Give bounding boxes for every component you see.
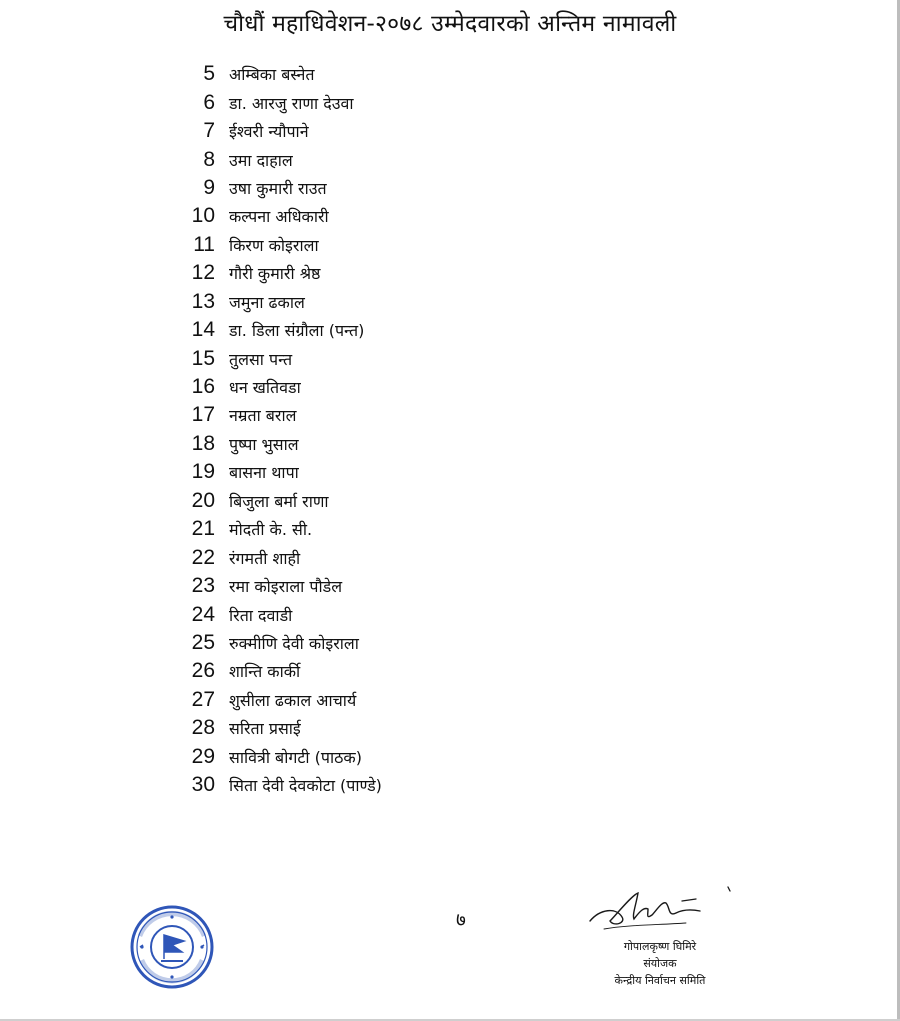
candidate-row (175, 686, 675, 714)
page-number: ७ (456, 909, 466, 931)
seal-icon (130, 905, 214, 989)
candidate-number: 5 (203, 62, 215, 86)
candidate-number: 18 (191, 431, 215, 455)
candidate-number: 8 (203, 147, 215, 171)
candidate-name: कल्पना अधिकारी (229, 207, 329, 227)
candidate-name: बासना थापा (229, 463, 299, 483)
signatory-block (580, 938, 740, 989)
candidate-name: गौरी कुमारी श्रेष्ठ (229, 264, 321, 284)
candidate-name: शान्ति कार्की (229, 662, 301, 682)
candidate-name: तुलसा पन्त (229, 349, 293, 369)
candidate-number: 22 (191, 545, 215, 569)
candidate-number: 27 (191, 687, 215, 711)
candidate-row (175, 657, 675, 685)
candidate-number: 19 (191, 460, 215, 484)
candidate-name: जमुना ढकाल (229, 292, 305, 312)
candidate-row (175, 202, 675, 230)
candidate-row (175, 88, 675, 116)
candidate-row (175, 344, 675, 372)
candidate-name: पुष्पा भुसाल (229, 434, 299, 454)
candidate-name: सावित्री बोगटी (पाठक) (229, 747, 362, 767)
candidate-row (175, 117, 675, 145)
candidate-name: डा. आरजु राणा देउवा (229, 93, 354, 113)
candidate-number: 15 (191, 346, 215, 370)
candidate-name: रुक्मीणि देवी कोइराला (229, 633, 359, 653)
candidate-row (175, 771, 675, 799)
candidate-number: 26 (191, 659, 215, 683)
candidate-number: 11 (193, 232, 215, 256)
signatory-committee: केन्द्रीय निर्वाचन समिति (614, 974, 706, 987)
candidate-row (175, 288, 675, 316)
candidate-name: रमा कोइराला पौडेल (229, 577, 343, 597)
candidate-row (175, 743, 675, 771)
candidate-number: 30 (191, 773, 215, 797)
candidate-row (175, 629, 675, 657)
candidate-number: 9 (203, 175, 215, 199)
candidate-name: मोदती के. सी. (229, 520, 313, 540)
candidate-row (175, 259, 675, 287)
candidate-number: 14 (191, 318, 215, 342)
candidate-name: डा. डिला संग्रौला (पन्त) (229, 321, 365, 341)
candidate-list (175, 60, 675, 799)
candidate-number: 21 (191, 517, 215, 541)
candidate-number: 10 (191, 204, 215, 228)
candidate-row (175, 572, 675, 600)
candidate-number: 13 (191, 289, 215, 313)
candidate-name: नम्रता बराल (229, 406, 297, 426)
candidate-row (175, 430, 675, 458)
candidate-row (175, 458, 675, 486)
candidate-number: 6 (203, 90, 215, 114)
candidate-row (175, 373, 675, 401)
candidate-number: 12 (191, 261, 215, 285)
candidate-name: सरिता प्रसाई (229, 719, 301, 739)
candidate-name: किरण कोइराला (229, 235, 319, 255)
candidate-name: ईश्वरी न्यौपाने (229, 122, 309, 142)
candidate-row (175, 401, 675, 429)
candidate-row (175, 543, 675, 571)
candidate-name: शुसीला ढकाल आचार्य (229, 690, 357, 710)
handwritten-signature (586, 885, 746, 945)
candidate-number: 28 (191, 716, 215, 740)
candidate-number: 20 (191, 488, 215, 512)
signatory-role: संयोजक (643, 957, 677, 970)
candidate-row (175, 515, 675, 543)
candidate-name: बिजुला बर्मा राणा (229, 491, 329, 511)
signature-icon (586, 885, 746, 945)
signatory-name: गोपालकृष्ण घिमिरे (623, 940, 697, 953)
candidate-name: धन खतिवडा (229, 378, 301, 398)
candidate-name: रिता दवाडी (229, 605, 293, 625)
candidate-name: अम्बिका बस्नेत (229, 65, 315, 85)
candidate-row (175, 174, 675, 202)
candidate-name: उमा दाहाल (229, 150, 293, 170)
candidate-number: 23 (191, 574, 215, 598)
document-title: चौधौं महाधिवेशन-२०७८ उम्मेदवारको अन्तिम नामावली (223, 11, 677, 37)
candidate-name: उषा कुमारी राउत (229, 178, 327, 198)
candidate-number: 29 (191, 744, 215, 768)
candidate-number: 17 (191, 403, 215, 427)
candidate-name: रंगमती शाही (229, 548, 301, 568)
candidate-number: 16 (191, 375, 215, 399)
candidate-row (175, 60, 675, 88)
candidate-number: 25 (191, 630, 215, 654)
candidate-row (175, 145, 675, 173)
committee-seal-stamp (130, 905, 214, 989)
candidate-row (175, 316, 675, 344)
candidate-row (175, 714, 675, 742)
candidate-row (175, 487, 675, 515)
candidate-number: 24 (191, 602, 215, 626)
candidate-row (175, 600, 675, 628)
candidate-number: 7 (203, 119, 215, 143)
candidate-row (175, 231, 675, 259)
candidate-name: सिता देवी देवकोटा (पाण्डे) (229, 776, 382, 796)
